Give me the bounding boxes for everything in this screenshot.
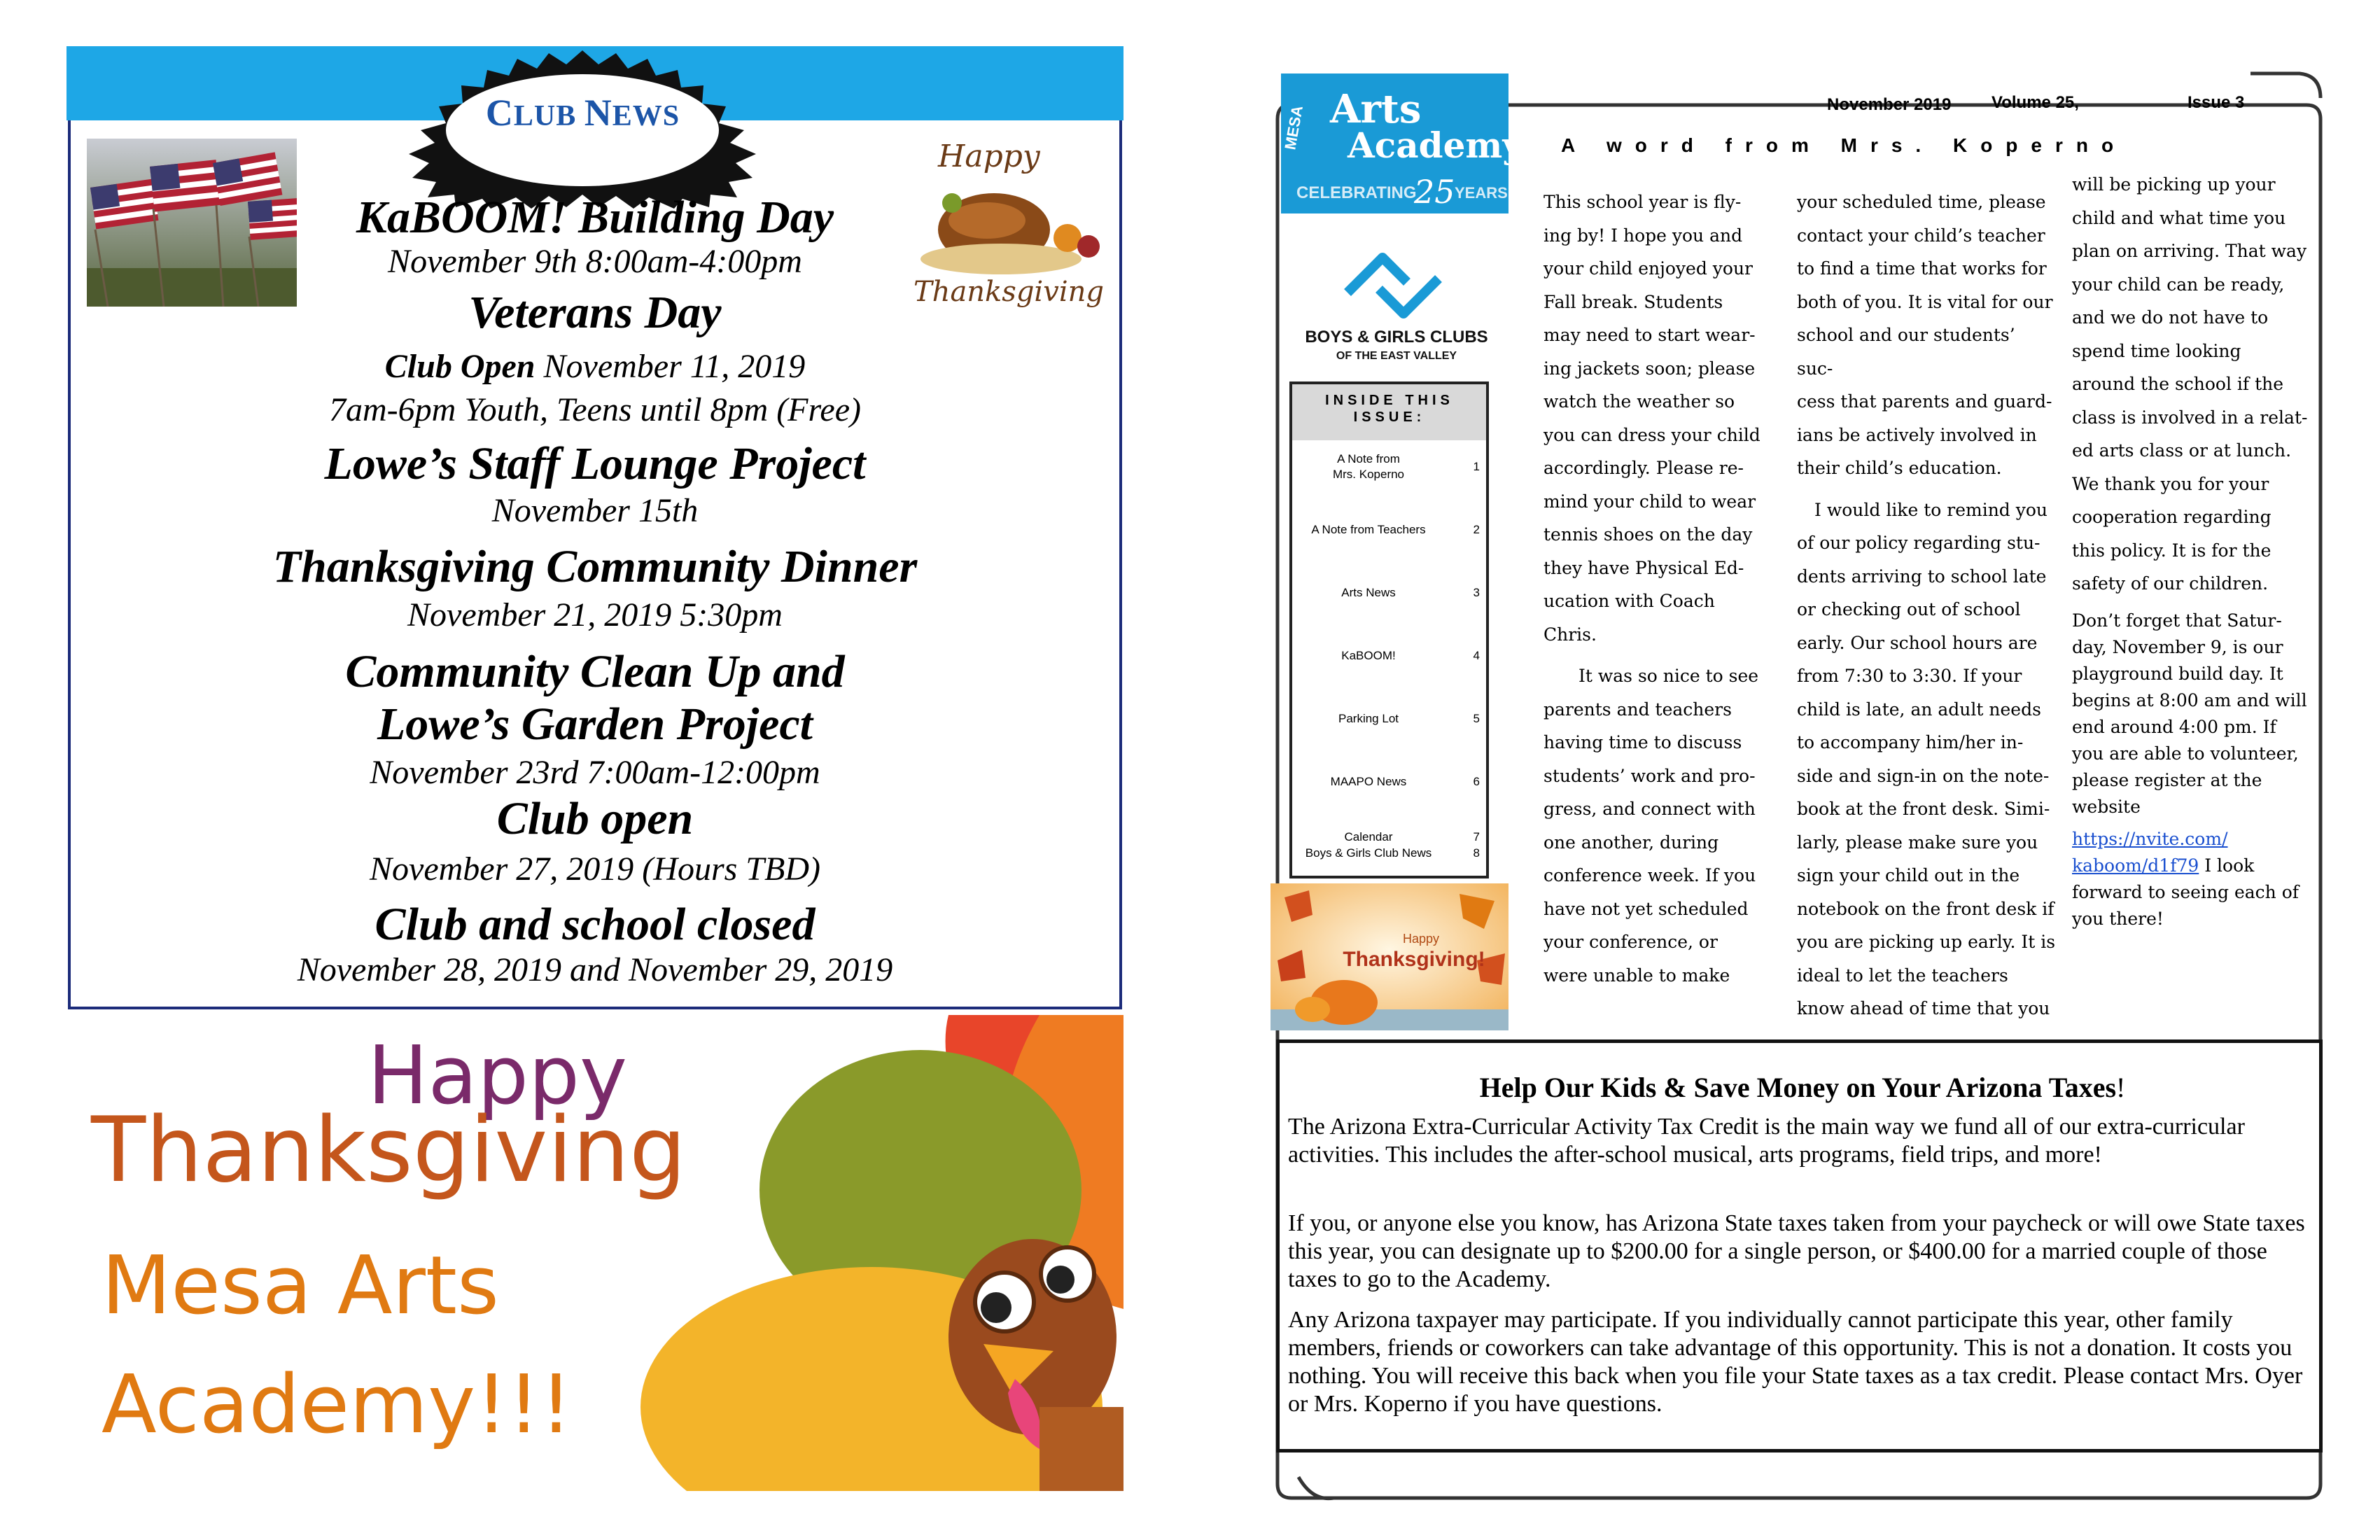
col3-line: plan on arriving. That way — [2072, 241, 2307, 261]
toc-page: 3 — [1473, 586, 1480, 599]
article-title: A word from Mrs. Koperno — [1561, 134, 2127, 156]
paragraph-gap — [1544, 651, 1782, 659]
col2b-line: ideal to let the teachers — [1797, 965, 2008, 986]
event-veterans-hours: 7am-6pm Youth, Teens until 8pm (Free) — [329, 391, 861, 428]
article-column-2 — [1797, 186, 2056, 1026]
toc-page: 8 — [1473, 846, 1480, 860]
toc-item-teachers[interactable] — [1295, 522, 1484, 538]
toc-item-parking-lot[interactable] — [1295, 711, 1484, 727]
turkey-eye-right-pupil — [1046, 1266, 1074, 1294]
event-club-open-date: November 27, 2019 (Hours TBD) — [370, 850, 820, 888]
event-dinner-date: November 21, 2019 5:30pm — [407, 596, 783, 634]
col1-line: Chris. — [1544, 624, 1597, 645]
tax-paragraph-2: If you, or anyone else you know, has Arizona State taxes taken from your paycheck or will owe State taxes this year, you can designate up to $200.00 for a single person, or $400.00 for a married couple of those taxes to go to the Academy. — [1288, 1210, 2305, 1292]
clipart-thanksgiving: Thanksgiving — [913, 276, 1104, 308]
tax-paragraph-3: Any Arizona taxpayer may participate. If you individually cannot participate this year, other family members, friends or coworkers can take advantage of this opportunity. This is not a donation. It costs you nothing. You will receive this back when you file your State taxes as a tax credit. Please contact Mrs. Oyer or Mrs. Koperno if you have questions. — [1288, 1307, 2303, 1417]
tax-paragraph-1: The Arizona Extra-Curricular Activity Tax Credit is the main way we fund all of our extra-curricular activities. This includes the after-school musical, arts programs, field trips, and more! — [1288, 1114, 2245, 1168]
col1-line: ing jackets soon; please — [1544, 358, 1756, 379]
toc-page: 4 — [1473, 649, 1480, 662]
col3b-end-line: forward to seeing each of — [2072, 882, 2300, 902]
col1-line: tennis shoes on the day — [1544, 524, 1753, 545]
turkey-neck — [1040, 1407, 1124, 1491]
col1-line: Fall break. Students — [1544, 291, 1723, 312]
col3-line: around the school if the — [2072, 374, 2284, 394]
col1-line: your child enjoyed your — [1544, 258, 1754, 279]
banner-thanksgiving: Thanksgiving — [91, 1098, 687, 1203]
col2b-line: dents arriving to school late — [1797, 566, 2047, 587]
club-news-title-c: C — [485, 92, 514, 134]
col3b-end-line: you there! — [2072, 909, 2164, 929]
col1b-line: students’ work and pro- — [1544, 765, 1756, 786]
col2b-line: from 7:30 to 3:30. If your — [1797, 666, 2022, 686]
col1-line: ucation with Coach — [1544, 591, 1715, 611]
toc-label: Parking Lot — [1338, 712, 1399, 725]
col3-line: this policy. It is for the — [2072, 540, 2272, 561]
col2b-line: child is late, an adult needs — [1797, 699, 2041, 720]
col3b-after-link: I look — [2199, 855, 2255, 876]
col1-line: may need to start wear- — [1544, 325, 1756, 345]
col2b-line: I would like to remind you — [1814, 499, 2048, 520]
col3b-line: Don’t forget that Satur- — [2072, 610, 2282, 631]
frame-curl-bottom — [1298, 1477, 1334, 1499]
col2-line: contact your child’s teacher — [1797, 225, 2045, 246]
banner-mesa-arts: Mesa Arts — [102, 1239, 499, 1333]
toc-page: 2 — [1473, 523, 1480, 536]
col2-line: your scheduled time, please — [1797, 192, 2046, 212]
col1b-line: have not yet scheduled — [1544, 898, 1749, 919]
issue-number: Issue 3 — [2188, 93, 2245, 112]
event-veterans-date: November 11, 2019 — [543, 348, 806, 385]
autumn-thanksgiving-image — [1270, 883, 1508, 1030]
club-news-title-ews: EWS — [612, 100, 680, 132]
pumpkin-small — [1295, 997, 1330, 1022]
event-dinner-title: Thanksgiving Community Dinner — [272, 541, 918, 592]
col1-line: they have Physical Ed- — [1544, 557, 1744, 578]
paragraph-gap — [1797, 485, 2056, 493]
bgc-hand-2 — [1379, 279, 1438, 314]
toc-label: A Note from Teachers — [1311, 523, 1426, 536]
toc-item-bgc-news[interactable] — [1295, 846, 1484, 861]
event-cleanup-title-2: Lowe’s Garden Project — [377, 699, 813, 750]
col3b-line: end around 4:00 pm. If — [2072, 717, 2276, 737]
toc-label: Calendar — [1344, 830, 1393, 844]
col2b-line: or checking out of school — [1797, 599, 2021, 620]
col2b-line: you are picking up early. It is — [1797, 932, 2056, 952]
col3-line: will be picking up your — [2072, 174, 2276, 195]
col1b-line: one another, during — [1544, 832, 1719, 853]
col1b-line: your conference, or — [1544, 932, 1718, 952]
col1b-line: It was so nice to see — [1578, 666, 1759, 686]
event-kaboom-title: KaBOOM! Building Day — [356, 192, 834, 243]
event-lowes-lounge-title: Lowe’s Staff Lounge Project — [324, 438, 866, 489]
event-club-open-title: Club open — [496, 793, 694, 844]
club-news-title-lub: LUB — [513, 100, 584, 132]
article-column-1 — [1544, 186, 1782, 992]
toc-label: MAAPO News — [1330, 775, 1407, 788]
boys-girls-club-logo-mark — [1334, 244, 1452, 328]
issue-volume: Volume 25, — [1991, 93, 2079, 112]
toc-item-koperno[interactable] — [1295, 451, 1484, 482]
col1-line: mind your child to wear — [1544, 491, 1756, 512]
article-column-3b — [2072, 608, 2314, 932]
col1b-line: having time to discuss — [1544, 732, 1742, 752]
kaboom-registration-link-cont[interactable]: kaboom/d1f79 — [2072, 855, 2199, 876]
col1-line: ing by! I hope you and — [1544, 225, 1743, 246]
inside-heading: INSIDE THIS ISSUE: — [1325, 393, 1454, 425]
logo-years: YEARS — [1455, 184, 1508, 202]
col2b-line: know ahead of time that you — [1797, 998, 2050, 1018]
col3-line: and we do not have to — [2072, 307, 2269, 328]
col3b-line: you are able to volunteer, — [2072, 743, 2299, 764]
mesa-arts-academy-logo — [1281, 74, 1508, 214]
event-closed-date: November 28, 2019 and November 29, 2019 — [297, 951, 893, 988]
col2b-line: early. Our school hours are — [1797, 632, 2038, 653]
col2b-line: larly, please make sure you — [1797, 832, 2038, 853]
col3b-line: please register at the — [2072, 770, 2262, 790]
event-lowes-lounge-date: November 15th — [491, 492, 699, 529]
logo-arts: Arts — [1330, 86, 1422, 132]
banner-happy: Happy — [368, 1029, 627, 1123]
col2-line: cess that parents and guard- — [1797, 391, 2052, 412]
autumn-happy: Happy — [1402, 932, 1440, 946]
toc-label: Boys & Girls Club News — [1305, 846, 1432, 860]
col3-line: safety of our children. — [2072, 573, 2269, 594]
bgc-name: BOYS & GIRLS CLUBS — [1305, 328, 1488, 346]
col2b-line: book at the front desk. Simi- — [1797, 799, 2050, 819]
col2-line: school and our students’ suc- — [1797, 325, 2015, 379]
toc-page: 6 — [1473, 775, 1480, 788]
col1-line: you can dress your child — [1544, 424, 1760, 445]
col2b-line: side and sign-in on the note- — [1797, 765, 2050, 786]
frame-curl-top — [2250, 74, 2320, 98]
col3b-line: begins at 8:00 am and will — [2072, 690, 2307, 710]
article-column-3 — [2072, 168, 2314, 601]
col1-line: accordingly. Please re- — [1544, 458, 1744, 478]
event-veterans-club-open: Club Open — [384, 348, 536, 385]
col1b-line: parents and teachers — [1544, 699, 1732, 720]
toc-page: 5 — [1473, 712, 1480, 725]
col2b-line: notebook on the front desk if — [1797, 898, 2054, 919]
mesa-logo-art — [1281, 74, 1508, 214]
bgc-hand-1 — [1348, 258, 1407, 293]
col3-line: cooperation regarding — [2072, 507, 2272, 527]
toc-label: A Note from Mrs. Koperno — [1332, 452, 1405, 481]
col3b-line: day, November 9, is our — [2072, 637, 2283, 657]
autumn-thanksgiving: Thanksgiving! — [1343, 948, 1485, 971]
happy-thanksgiving-banner — [74, 1015, 1124, 1491]
col2-line: both of you. It is vital for our — [1797, 291, 2053, 312]
club-news-title — [402, 91, 763, 134]
event-veterans-line1 — [70, 350, 1120, 384]
col3-line: We thank you for your — [2072, 473, 2269, 494]
kaboom-registration-link[interactable]: https://nvite.com/ — [2072, 829, 2228, 849]
col3b-line: playground build day. It — [2072, 664, 2283, 684]
logo-mesa: MESA — [1281, 104, 1306, 151]
col2b-line: of our policy regarding stu- — [1797, 533, 2040, 553]
toc-page: 7 — [1473, 830, 1480, 844]
col1b-line: were unable to make — [1544, 965, 1730, 986]
issue-date: November 2019 — [1827, 95, 1952, 114]
event-closed-title: Club and school closed — [374, 899, 816, 950]
col3b-line: website — [2072, 797, 2141, 817]
toc-page: 1 — [1473, 460, 1480, 473]
tax-title-exclaim: ! — [2116, 1072, 2126, 1103]
toc-item-arts-news[interactable] — [1295, 585, 1484, 601]
banner-academy: Academy!!! — [102, 1358, 573, 1452]
logo-celebrating: CELEBRATING — [1296, 183, 1417, 202]
col2-line: their child’s education. — [1797, 458, 2002, 478]
col2-line: ians be actively involved in — [1797, 424, 2037, 445]
col3-line: spend time looking — [2072, 340, 2241, 361]
col3-line: ed arts class or at lunch. — [2072, 440, 2292, 461]
col1b-line: conference week. If you — [1544, 865, 1756, 886]
col3-line: your child can be ready, — [2072, 274, 2285, 295]
col3-line: child and what time you — [2072, 207, 2286, 228]
toc-label: Arts News — [1341, 586, 1396, 599]
col3-line: class is involved in a relat- — [2072, 407, 2308, 428]
event-kaboom-date: November 9th 8:00am-4:00pm — [388, 243, 802, 280]
logo-25: 25 — [1414, 173, 1455, 211]
toc-item-calendar[interactable] — [1295, 830, 1484, 845]
col2b-line: to accompany him/her in- — [1797, 732, 2024, 752]
toc-label: KaBOOM! — [1341, 649, 1396, 662]
toc-item-kaboom[interactable] — [1295, 648, 1484, 664]
turkey-eye-left-pupil — [981, 1292, 1011, 1323]
tax-credit-title — [1281, 1071, 2324, 1104]
col1b-line: gress, and connect with — [1544, 799, 1756, 819]
toc-item-maapo-news[interactable] — [1295, 774, 1484, 790]
event-cleanup-title-1: Community Clean Up and — [345, 646, 845, 697]
col1-line: watch the weather so — [1544, 391, 1735, 412]
clipart-happy: Happy — [938, 139, 1040, 174]
logo-academy: Academy — [1348, 125, 1508, 166]
bgc-subname: OF THE EAST VALLEY — [1336, 350, 1457, 362]
event-cleanup-date: November 23rd 7:00am-12:00pm — [370, 754, 820, 791]
club-news-title-n: N — [584, 92, 612, 134]
col2b-line: sign your child out in the — [1797, 865, 2020, 886]
event-veterans-title: Veterans Day — [468, 287, 722, 338]
col1-line: This school year is fly- — [1544, 192, 1742, 212]
col2-line: to find a time that works for — [1797, 258, 2047, 279]
tax-title-text: Help Our Kids & Save Money on Your Arizona Taxes — [1479, 1072, 2117, 1103]
